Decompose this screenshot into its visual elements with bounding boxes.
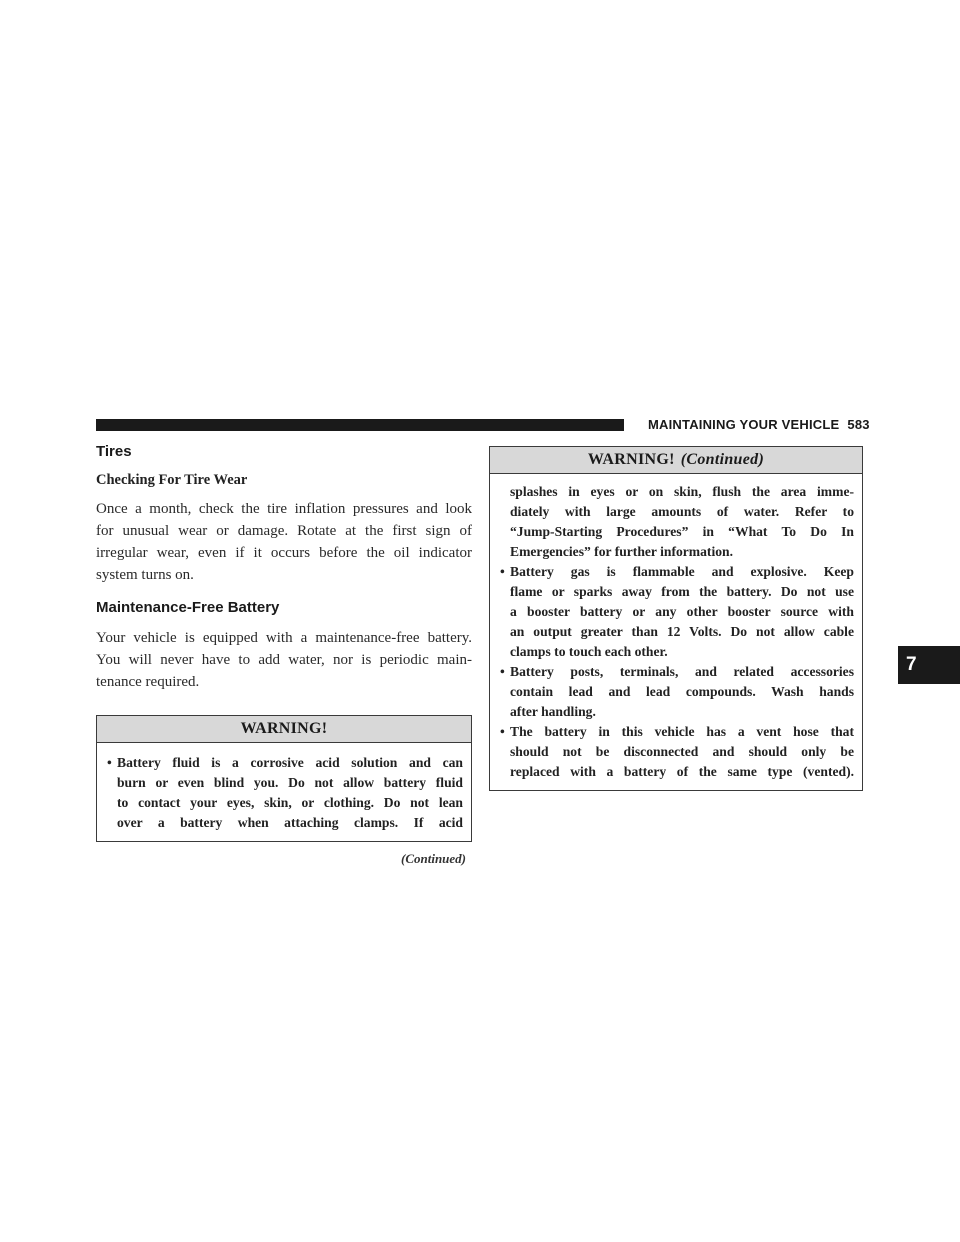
right-column [489,446,863,791]
warning-line: diately with large amounts of water. Refer to [510,504,854,519]
warning-line: clamps to touch each other. [510,644,668,659]
paragraph-line: Once a month, check the tire inflation pressures and look [96,501,472,517]
left-column [96,443,472,872]
warning-line: replaced with a battery of the same type (vented). [510,764,854,779]
header-rule [96,419,624,431]
paragraph-line: for unusual wear or damage. Rotate at the first sign of [96,523,472,539]
bullet-icon: • [500,564,505,579]
warning-line: over a battery when attaching clamps. If acid [117,815,463,830]
continued-label: (Continued) [400,851,466,866]
warning-body [97,743,471,841]
bullet-icon: • [500,724,505,739]
warning-line: a booster battery or any other booster source with [510,604,854,619]
paragraph-line: You will never have to add water, nor is periodic main- [96,652,472,668]
tire-wear-heading: Checking For Tire Wear [96,472,248,488]
warning-line: should not be disconnected and should only be [510,744,854,759]
tires-heading: Tires [96,443,132,460]
warning-title: WARNING! (Continued) [490,447,862,474]
chapter-tab: 7 [898,646,960,684]
warning-line: splashes in eyes or on skin, flush the area imme- [510,484,854,499]
warning-box-continued [489,446,863,791]
paragraph-line: irregular wear, even if it occurs before the oil indicator [96,545,472,561]
bullet-icon: • [107,755,112,770]
paragraph-line: tenance required. [96,674,200,690]
continued-suffix: (Continued) [680,451,765,468]
warning-line: • The battery in this vehicle has a vent hose that [500,722,854,742]
warning-line: • Battery posts, terminals, and related accessories [500,662,854,682]
page-number: 583 [847,417,870,432]
battery-paragraph [96,627,472,693]
section-title: MAINTAINING YOUR VEHICLE [648,417,840,432]
warning-line: flame or sparks away from the battery. Do not use [510,584,854,599]
warning-line: burn or even blind you. Do not allow battery fluid [117,775,463,790]
warning-line: “Jump-Starting Procedures” in “What To Do In [510,524,854,539]
paragraph-line: system turns on. [96,567,194,583]
warning-title: WARNING! [97,716,471,743]
warning-line: Emergencies” for further information. [510,544,733,559]
battery-heading: Maintenance-Free Battery [96,599,280,616]
warning-line: • Battery gas is flammable and explosive. Keep [500,562,854,582]
warning-line: after handling. [510,704,596,719]
warning-line: contain lead and lead compounds. Wash hands [510,684,854,699]
running-header [648,417,870,432]
warning-line: an output greater than 12 Volts. Do not allow cable [510,624,854,639]
warning-box [96,715,472,842]
tire-wear-paragraph [96,498,472,586]
warning-line: • Battery fluid is a corrosive acid solution and can [107,753,463,773]
warning-line: to contact your eyes, skin, or clothing. Do not lean [117,795,463,810]
paragraph-line: Your vehicle is equipped with a maintenance-free battery. [96,630,472,646]
warning-body [490,474,862,790]
bullet-icon: • [500,664,505,679]
